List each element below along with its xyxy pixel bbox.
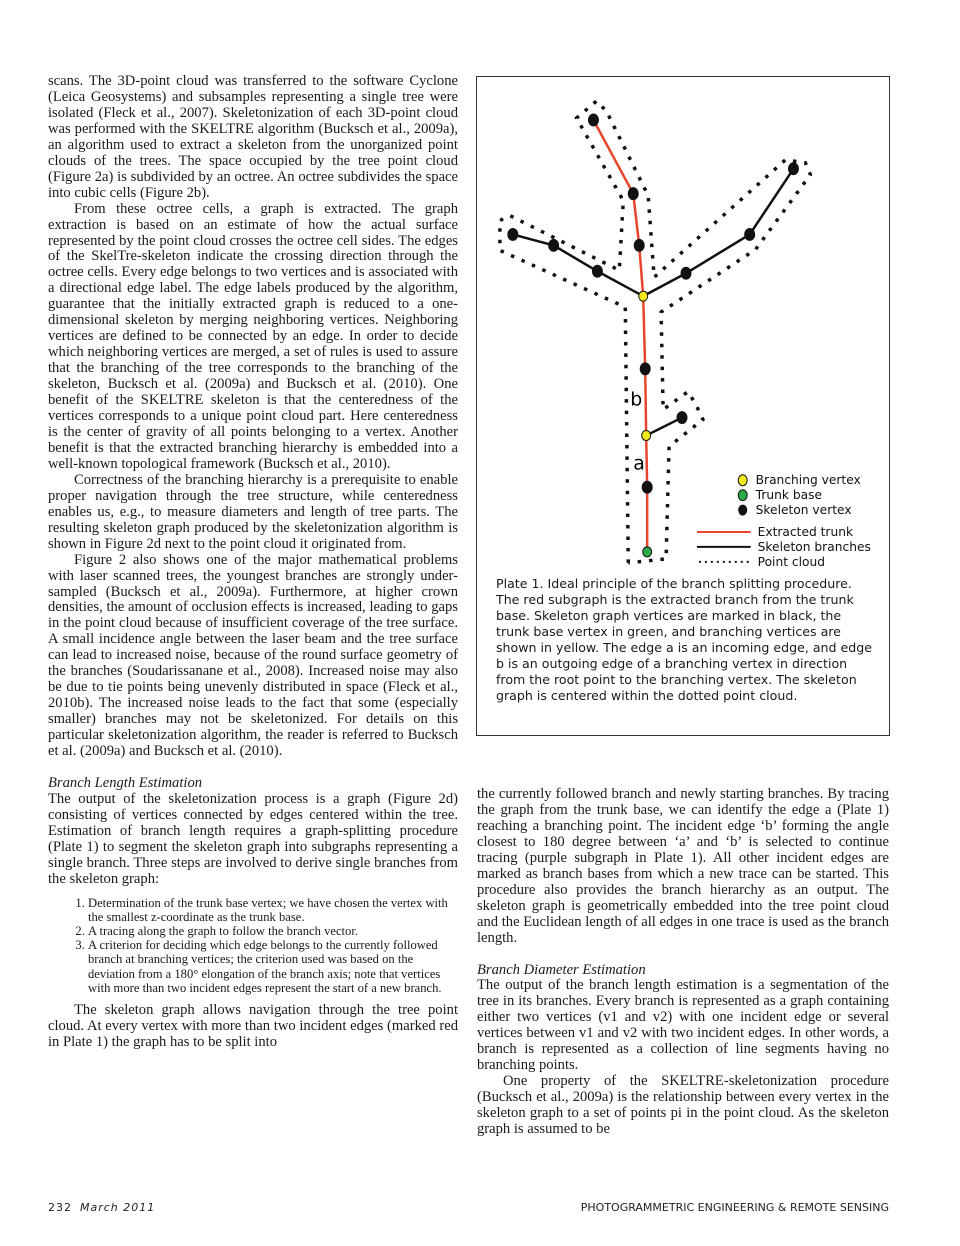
extracted-trunk-edge: [593, 120, 647, 552]
legend-branching-vertex: Branching vertex: [755, 473, 861, 488]
branching-vertex: [642, 430, 651, 440]
skeleton-vertex: [788, 163, 798, 175]
skeleton-vertex: [549, 239, 559, 251]
plate-1-figure: [476, 76, 890, 736]
issue-date: March 2011: [80, 1201, 156, 1214]
page-number: 232: [48, 1201, 72, 1214]
section-heading: Branch Diameter Estimation: [477, 961, 646, 978]
skeleton-vertex: [588, 114, 598, 126]
paragraph: Figure 2 also shows one of the major mathematical problems with laser scanned trees, the youngest branches are strongly under-sampled (Bucksch et al., 2009a). Furthermore, at higher crown densities, the amount of occlusion effects is increased, leading to gaps in the point cloud because of insufficient coverage of the tree surface. A small incidence angle between the laser beam and the tree surface can lead to increased noise, because of the round surface geometry of the branches (Soudarissanane et al., 2008). Increased noise may also be due to tie points being unevenly distributed in space (Fleck et al., 2010b). The increased noise leads to the fact that some (especially smaller) branches may not be skeletonized. For details on this particular skeletonization algorithm, the reader is referred to Bucksch et al. (2009a) and Bucksch et al. (2010).: [48, 551, 458, 760]
skeleton-branch-short: [646, 418, 682, 436]
paragraph: the currently followed branch and newly starting branches. By tracing the graph from the trunk base, we can identify the edge a (Plate 1) reaching a branching point. The incident edge ‘b’ forming the angle closest to 180 degree between ‘a’ and ‘b’ is selected to continue tracing (purple subgraph in Plate 1). All other incident edges are marked as branch bases from which a new trace can be started. This procedure also provides the branch hierarchy as an output. The skeleton graph is geometrically embedded into the tree point cloud and the Euclidean length of all edges in one trace is used as the branch length.: [477, 786, 889, 946]
skeleton-vertex: [640, 363, 650, 375]
skeleton-vertex: [508, 228, 518, 240]
skeleton-vertex-legend-icon: [738, 505, 747, 516]
trunk-base-vertex: [643, 547, 652, 557]
skeleton-vertex: [681, 267, 691, 279]
skeleton-vertex: [592, 265, 602, 277]
paragraph: Correctness of the branching hierarchy is a prerequisite to enable proper navigation through the tree structure, while centeredness enables us, e.g., to measure diameters and length of tree parts. The resulting skeleton graph produced by the skeletonization algorithm is shown in Figure 2d next to the point cloud it originated from.: [48, 471, 458, 552]
edge-label-b: b: [630, 388, 643, 411]
legend-extracted-trunk: Extracted trunk: [757, 524, 854, 539]
legend-skeleton-branches: Skeleton branches: [757, 539, 871, 554]
skeleton-vertex: [745, 228, 755, 240]
left-column: [48, 74, 458, 1051]
footer-page-info: [48, 1201, 155, 1214]
legend-skeleton-vertex: Skeleton vertex: [755, 503, 852, 518]
paragraph: scans. The 3D-point cloud was transferred to the software Cyclone (Leica Geosystems) and subsamples representing a single tree were isolated (Fleck et al., 2007). Skeletonization of each 3D-point cloud was performed with the SKELTRE algorithm (Bucksch et al., 2009a), an algorithm used to extract a skeleton from the unorganized point clouds of the trees. The space occupied by the tree point cloud (Figure 2a) is subdivided by an octree. An octree subdivides the space into cubic cells (Figure 2b).: [48, 73, 458, 201]
figure-caption: Plate 1. Ideal principle of the branch splitting procedure. The red subgraph is the extracted branch from the trunk base. Skeleton graph vertices are marked in black, the trunk base vertex in green, and branching vertices are shown in yellow. The edge a is an incoming edge, and edge b is an outgoing edge of a branching vertex in direction from the root point to the branching vertex. The skeleton graph is centered within the dotted point cloud.: [496, 576, 872, 703]
paragraph: The skeleton graph allows navigation through the tree point cloud. At every vertex with more than two incident edges (marked red in Plate 1) the graph has to be split into: [48, 1002, 458, 1050]
paragraph: The output of the branch length estimation is a segmentation of the tree in its branches. Every branch is represented as a graph containing either two vertices (v1 and v2) with one incident edge or several vertices between v1 and v2 with two incident edges. In other words, a branch is represented as a collection of line segments having no branching points.: [477, 977, 889, 1074]
branching-vertex-legend-icon: [738, 475, 747, 486]
section-heading: Branch Length Estimation: [48, 774, 203, 791]
steps-list: [48, 896, 458, 995]
edge-label-a: a: [633, 452, 645, 475]
list-item: 2. A tracing along the graph to follow the branch vector.: [88, 924, 458, 938]
branching-vertex: [639, 291, 648, 301]
list-item: 1. Determination of the trunk base vertex; we have chosen the vertex with the smallest z-coordinate as the trunk base.: [88, 896, 458, 924]
right-column: [477, 787, 889, 1138]
branch-splitting-diagram: [477, 77, 889, 577]
paragraph: One property of the SKELTRE-skeletonization procedure (Bucksch et al., 2009a) is the relationship between every vertex in the skeleton graph to a set of points pi in the point cloud. As the skeleton graph is assumed to be: [477, 1073, 889, 1138]
skeleton-vertex: [628, 188, 638, 200]
skeleton-branch-right: [643, 169, 793, 296]
skeleton-vertex: [677, 412, 687, 424]
journal-name: PHOTOGRAMMETRIC ENGINEERING & REMOTE SENSING: [580, 1201, 889, 1214]
legend-point-cloud: Point cloud: [757, 554, 826, 569]
list-item: 3. A criterion for deciding which edge belongs to the currently followed branch at branching vertices; the criterion used was based on the deviation from a 180° elongation of the branch axis; note that vertices with more than two incident edges represent the start of a new branch.: [88, 938, 458, 995]
skeleton-vertex: [634, 239, 644, 251]
paragraph: The output of the skeletonization process is a graph (Figure 2d) consisting of vertices connected by edges centered within the tree. Estimation of branch length requires a graph-splitting procedure (Plate 1) to segment the skeleton graph into subgraphs representing a single branch. Three steps are involved to derive single branches from the skeleton graph:: [48, 790, 458, 887]
legend-trunk-base: Trunk base: [755, 488, 823, 503]
trunk-base-legend-icon: [738, 490, 747, 501]
skeleton-vertex: [642, 481, 652, 493]
paragraph: From these octree cells, a graph is extracted. The graph extraction is based on an estimate of how the actual surface represented by the point cloud crosses the octree cell sides. The edges of the SkelTre-skeleton indicate the crossing direction through the octree cells. Every edge belongs to two vertices and is associated with a directional edge label. The edge labels produced by the algorithm, guarantee that the initially extracted graph is reduced to a one-dimensional skeleton by merging neighboring vertices. Neighboring vertices are defined to be connected by an edge. In order to decide which neighboring vertices are merged, a set of rules is used to assure that the branching of the tree corresponds to the branching of the skeleton, Bucksch et al. (2009a) and Bucksch et al. (2010). One benefit of the SKELTRE skeleton is that the centeredness of the vertices corresponds to a unique point cloud part. Here centeredness is the center of gravity of all points belonging to a vertex. Another benefit is that the extracted branching hierarchy is embedded into a well-known topological framework (Bucksch et al., 2010).: [48, 200, 458, 472]
